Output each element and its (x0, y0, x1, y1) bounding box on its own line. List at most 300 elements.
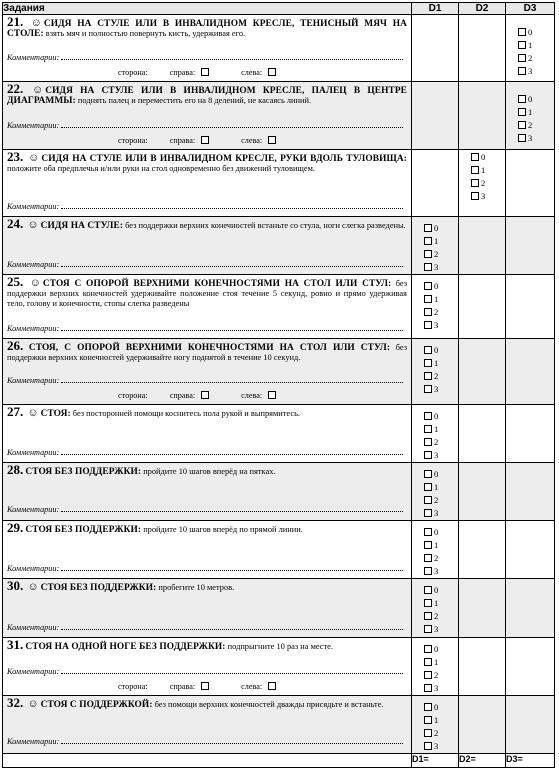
task-cell (3, 217, 412, 275)
checkbox-icon[interactable] (424, 470, 432, 478)
score-option-2[interactable] (518, 119, 554, 132)
d1-cell (412, 15, 459, 82)
score-option-label: 1 (434, 540, 439, 550)
task-text (7, 149, 407, 174)
score-options (412, 217, 458, 274)
task-number: 30. (7, 578, 24, 593)
score-option-label: 2 (434, 495, 439, 505)
score-option-0[interactable] (424, 643, 458, 656)
score-options (506, 82, 554, 145)
score-options (412, 579, 458, 636)
checkbox-icon[interactable] (424, 554, 432, 562)
d3-cell (506, 150, 555, 217)
score-option-3[interactable] (471, 190, 505, 203)
score-option-0[interactable] (518, 26, 554, 39)
comment-label: Комментарии: (7, 121, 60, 130)
task-description: поднять палец и переместить его на 8 делений, не касаясь линий. (75, 96, 312, 105)
checkbox-icon[interactable] (424, 224, 432, 232)
left-label: слева: (241, 682, 263, 691)
comment-label: Комментарии: (7, 324, 60, 333)
score-option-3[interactable] (518, 132, 554, 145)
checkbox-icon[interactable] (424, 612, 432, 620)
smiley-icon: ☺ (30, 17, 42, 29)
score-option-label: 2 (434, 437, 439, 447)
total-d2: D2= (459, 754, 506, 768)
task-row (3, 339, 555, 405)
score-option-label: 3 (434, 624, 439, 634)
right-label: справа: (169, 391, 196, 400)
score-option-3[interactable] (424, 319, 458, 332)
left-checkbox[interactable] (268, 68, 276, 76)
comment-label: Комментарии: (7, 53, 60, 62)
task-description: пройдите 10 шагов вперёд по прямой линии. (141, 525, 303, 534)
task-text (7, 338, 408, 363)
comment-label: Комментарии: (7, 202, 60, 211)
checkbox-icon[interactable] (518, 108, 526, 116)
task-text (7, 274, 408, 309)
score-option-2[interactable] (424, 306, 458, 319)
score-options (412, 638, 458, 695)
task-cell (3, 579, 412, 638)
d1-cell (412, 217, 459, 275)
checkbox-icon[interactable] (518, 54, 526, 62)
score-option-0[interactable] (424, 344, 458, 357)
task-title: СИДЯ НА СТУЛЕ ИЛИ В ИНВАЛИДНОМ КРЕСЛЕ, ПАЛЕЦ В ЦЕНТРЕ ДИАГРАММЫ: (7, 86, 407, 106)
task-description: без поддержки верхних конечностей встаньте со стула, ноги слегка разведены. (123, 221, 406, 230)
comment-input[interactable] (61, 447, 403, 455)
smiley-icon: ☺ (27, 698, 39, 710)
score-option-3[interactable] (424, 682, 458, 695)
score-option-label: 0 (434, 585, 439, 595)
side-label: сторона: (118, 391, 148, 400)
checkbox-icon[interactable] (424, 438, 432, 446)
d3-cell (506, 463, 555, 521)
d2-cell (459, 696, 506, 754)
checkbox-icon[interactable] (424, 567, 432, 575)
task-text (7, 81, 407, 106)
checkbox-icon[interactable] (424, 671, 432, 679)
checkbox-icon[interactable] (424, 658, 432, 666)
checkbox-icon[interactable] (471, 192, 479, 200)
task-title: СТОЯ БЕЗ ПОДДЕРЖКИ: (25, 525, 142, 535)
score-option-label: 2 (434, 553, 439, 563)
d3-cell (506, 405, 555, 463)
score-option-3[interactable] (424, 383, 458, 396)
task-title: СИДЯ НА СТУЛЕ ИЛИ В ИНВАЛИДНОМ КРЕСЛЕ, РУКИ ВДОЛЬ ТУЛОВИЩА: (41, 154, 407, 164)
score-options (412, 405, 458, 462)
score-option-2[interactable] (518, 52, 554, 65)
smiley-icon: ☺ (32, 84, 44, 96)
checkbox-icon[interactable] (424, 250, 432, 258)
task-row (3, 579, 555, 638)
score-option-2[interactable] (424, 436, 458, 449)
score-option-label: 3 (434, 741, 439, 751)
task-title: СИДЯ НА СТУЛЕ: (40, 221, 124, 231)
task-title: СТОЯ С ПОДДЕРЖКОЙ: (40, 700, 153, 710)
right-checkbox[interactable] (201, 391, 209, 399)
comment-label: Комментарии: (7, 667, 60, 676)
score-option-label: 3 (434, 566, 439, 576)
task-cell (3, 275, 412, 339)
d2-cell (459, 15, 506, 82)
score-options (412, 696, 458, 753)
score-option-0[interactable] (518, 93, 554, 106)
d2-cell (459, 521, 506, 579)
smiley-icon: ☺ (28, 152, 40, 164)
score-option-label: 0 (434, 223, 439, 233)
d1-cell (412, 150, 459, 217)
score-option-1[interactable] (518, 106, 554, 119)
score-option-label: 3 (434, 384, 439, 394)
comment-input[interactable] (61, 201, 403, 209)
score-option-label: 0 (434, 644, 439, 654)
score-option-1[interactable] (518, 39, 554, 52)
d2-cell (459, 579, 506, 638)
checkbox-icon[interactable] (424, 703, 432, 711)
task-number: 25. (7, 274, 24, 289)
side-selector (118, 391, 280, 401)
left-label: слева: (241, 391, 263, 400)
side-selector (118, 68, 280, 78)
checkbox-icon[interactable] (424, 372, 432, 380)
score-option-label: 3 (434, 508, 439, 518)
score-option-label: 3 (434, 450, 439, 460)
d2-cell (459, 217, 506, 275)
task-number: 27. (7, 404, 24, 419)
score-option-1[interactable] (424, 423, 458, 436)
score-option-label: 2 (434, 249, 439, 259)
task-text (7, 462, 407, 477)
task-cell (3, 638, 412, 696)
smiley-icon: ☺ (27, 407, 39, 419)
comment-line (7, 736, 403, 747)
score-option-label: 1 (528, 40, 533, 50)
checkbox-icon[interactable] (424, 496, 432, 504)
checkbox-icon[interactable] (424, 716, 432, 724)
task-title: СТОЯ, С ОПОРОЙ ВЕРХНИМИ КОНЕЧНОСТЯМИ НА СТОЛ ИЛИ СТУЛ: (28, 343, 391, 353)
checkbox-icon[interactable] (424, 541, 432, 549)
checkbox-icon[interactable] (424, 625, 432, 633)
score-option-label: 3 (528, 66, 533, 76)
comment-line (7, 259, 403, 270)
task-row (3, 638, 555, 696)
task-cell (3, 339, 412, 405)
task-row (3, 217, 555, 275)
score-option-1[interactable] (424, 293, 458, 306)
score-options (412, 339, 458, 396)
score-option-label: 2 (434, 728, 439, 738)
score-option-2[interactable] (471, 177, 505, 190)
task-description: без поддержки верхних конечностей удерживайте положение стоя течение 5 секунд, ровно и прямо удерживая тело, голову и конечности, стопы слегка разведены (7, 279, 408, 308)
right-label: справа: (169, 136, 196, 145)
task-number: 31. (7, 637, 24, 652)
task-text (7, 520, 407, 535)
left-checkbox[interactable] (268, 136, 276, 144)
task-description: без помощи верхних конечностей дважды присядьте и встаньте. (152, 700, 384, 709)
checkbox-icon[interactable] (424, 385, 432, 393)
score-option-label: 3 (528, 133, 533, 143)
task-title: СТОЯ БЕЗ ПОДДЕРЖКИ: (25, 467, 142, 477)
task-text (7, 216, 407, 231)
header-d3: D3 (506, 3, 555, 15)
task-title: СТОЯ: (40, 409, 71, 419)
checkbox-icon[interactable] (424, 295, 432, 303)
checkbox-icon[interactable] (424, 346, 432, 354)
d1-cell (412, 579, 459, 638)
side-label: сторона: (118, 136, 148, 145)
task-text (7, 404, 407, 419)
comment-label: Комментарии: (7, 376, 60, 385)
checkbox-icon[interactable] (424, 483, 432, 491)
checkbox-icon[interactable] (424, 237, 432, 245)
checkbox-icon[interactable] (424, 282, 432, 290)
left-checkbox[interactable] (268, 391, 276, 399)
task-description: взять мяч и полностью повернуть кисть, удерживая его. (43, 29, 246, 38)
checkbox-icon[interactable] (424, 645, 432, 653)
d1-cell (412, 521, 459, 579)
checkbox-icon[interactable] (518, 41, 526, 49)
task-title: СТОЯ НА ОДНОЙ НОГЕ БЕЗ ПОДДЕРЖКИ: (25, 642, 226, 652)
comment-label: Комментарии: (7, 737, 60, 746)
score-options (412, 463, 458, 520)
comment-line (7, 622, 403, 633)
score-option-0[interactable] (424, 468, 458, 481)
score-option-3[interactable] (518, 65, 554, 78)
score-option-label: 0 (481, 152, 486, 162)
score-option-0[interactable] (424, 526, 458, 539)
task-row (3, 463, 555, 521)
checkbox-icon[interactable] (424, 359, 432, 367)
d3-cell (506, 521, 555, 579)
task-row (3, 405, 555, 463)
d3-cell (506, 82, 555, 150)
score-option-label: 2 (434, 670, 439, 680)
score-option-1[interactable] (424, 357, 458, 370)
d3-cell (506, 275, 555, 339)
score-option-2[interactable] (424, 610, 458, 623)
score-option-1[interactable] (424, 597, 458, 610)
score-option-2[interactable] (424, 669, 458, 682)
score-option-0[interactable] (424, 701, 458, 714)
score-option-3[interactable] (424, 261, 458, 274)
task-number: 22. (7, 81, 24, 96)
checkbox-icon[interactable] (471, 153, 479, 161)
score-option-label: 2 (434, 307, 439, 317)
d3-cell (506, 217, 555, 275)
comment-input[interactable] (61, 120, 403, 128)
comment-input[interactable] (61, 622, 403, 630)
checkbox-icon[interactable] (424, 321, 432, 329)
score-option-label: 1 (434, 358, 439, 368)
score-options (459, 150, 505, 203)
score-option-0[interactable] (424, 410, 458, 423)
total-d3: D3= (506, 754, 555, 768)
task-number: 26. (7, 338, 24, 353)
score-option-label: 1 (434, 482, 439, 492)
score-option-1[interactable] (424, 539, 458, 552)
smiley-icon: ☺ (29, 277, 41, 289)
score-option-3[interactable] (424, 565, 458, 578)
d3-cell (506, 638, 555, 696)
checkbox-icon[interactable] (424, 599, 432, 607)
score-option-2[interactable] (424, 370, 458, 383)
assessment-table (2, 2, 555, 768)
checkbox-icon[interactable] (518, 67, 526, 75)
d1-cell (412, 405, 459, 463)
score-options (506, 15, 554, 78)
score-option-label: 3 (481, 191, 486, 201)
score-option-1[interactable] (424, 714, 458, 727)
header-tasks: Задания (3, 3, 412, 15)
task-text (7, 637, 407, 652)
checkbox-icon[interactable] (424, 509, 432, 517)
side-label: сторона: (118, 68, 148, 77)
comment-line (7, 120, 403, 131)
d2-cell (459, 405, 506, 463)
score-option-0[interactable] (424, 222, 458, 235)
score-option-label: 1 (434, 236, 439, 246)
score-option-label: 0 (528, 94, 533, 104)
task-number: 21. (7, 14, 24, 29)
comment-line (7, 563, 403, 574)
task-cell (3, 82, 412, 150)
checkbox-icon[interactable] (424, 412, 432, 420)
side-label: сторона: (118, 682, 148, 691)
d2-cell (459, 638, 506, 696)
checkbox-icon[interactable] (518, 121, 526, 129)
score-option-0[interactable] (424, 584, 458, 597)
d2-cell (459, 150, 506, 217)
score-option-label: 0 (434, 702, 439, 712)
checkbox-icon[interactable] (424, 451, 432, 459)
checkbox-icon[interactable] (424, 425, 432, 433)
comment-input[interactable] (61, 563, 403, 571)
task-cell (3, 15, 412, 82)
score-option-2[interactable] (424, 552, 458, 565)
score-option-2[interactable] (424, 248, 458, 261)
score-option-label: 2 (434, 371, 439, 381)
score-option-label: 0 (434, 411, 439, 421)
right-label: справа: (169, 68, 196, 77)
score-option-label: 2 (434, 611, 439, 621)
comment-line (7, 323, 403, 334)
comment-input[interactable] (61, 323, 403, 331)
score-option-1[interactable] (424, 235, 458, 248)
task-number: 24. (7, 216, 24, 231)
totals-row (3, 754, 555, 768)
right-label: справа: (169, 682, 196, 691)
score-option-3[interactable] (424, 740, 458, 753)
comment-label: Комментарии: (7, 505, 60, 514)
smiley-icon: ☺ (27, 581, 39, 593)
comment-input[interactable] (61, 259, 403, 267)
checkbox-icon[interactable] (424, 742, 432, 750)
task-description: пробегите 10 метров. (156, 583, 235, 592)
d2-cell (459, 463, 506, 521)
d2-cell (459, 339, 506, 405)
comment-input[interactable] (61, 504, 403, 512)
d1-cell (412, 696, 459, 754)
score-option-3[interactable] (424, 623, 458, 636)
score-option-label: 1 (434, 657, 439, 667)
right-checkbox[interactable] (201, 136, 209, 144)
checkbox-icon[interactable] (518, 28, 526, 36)
score-option-label: 3 (434, 320, 439, 330)
score-option-label: 2 (528, 120, 533, 130)
score-options (412, 275, 458, 332)
task-row (3, 82, 555, 150)
score-option-label: 1 (434, 715, 439, 725)
task-description: без поддержки верхних конечностей удерживайте ногу поднятой в течение 10 секунд. (7, 343, 408, 362)
table-header (3, 3, 555, 15)
checkbox-icon[interactable] (424, 263, 432, 271)
task-text (7, 14, 408, 39)
comment-line (7, 52, 403, 63)
checkbox-icon[interactable] (424, 586, 432, 594)
task-title: СТОЯ С ОПОРОЙ ВЕРХНИМИ КОНЕЧНОСТЯМИ НА СТОЛ ИЛИ СТУЛ: (42, 279, 392, 289)
task-cell (3, 405, 412, 463)
checkbox-icon[interactable] (471, 166, 479, 174)
left-label: слева: (241, 68, 263, 77)
checkbox-icon[interactable] (424, 308, 432, 316)
checkbox-icon[interactable] (518, 134, 526, 142)
score-option-label: 0 (528, 27, 533, 37)
total-d1: D1= (412, 754, 459, 768)
score-option-3[interactable] (424, 507, 458, 520)
comment-line (7, 201, 403, 212)
task-text (7, 578, 407, 593)
score-option-1[interactable] (424, 656, 458, 669)
checkbox-icon[interactable] (471, 179, 479, 187)
comment-input[interactable] (61, 736, 403, 744)
checkbox-icon[interactable] (424, 684, 432, 692)
checkbox-icon[interactable] (424, 729, 432, 737)
comment-input[interactable] (61, 375, 403, 383)
comment-label: Комментарии: (7, 623, 60, 632)
d3-cell (506, 339, 555, 405)
score-option-0[interactable] (424, 280, 458, 293)
score-option-3[interactable] (424, 449, 458, 462)
d2-cell (459, 275, 506, 339)
right-checkbox[interactable] (201, 68, 209, 76)
task-number: 23. (7, 149, 24, 164)
comment-label: Комментарии: (7, 260, 60, 269)
left-checkbox[interactable] (268, 682, 276, 690)
task-description: пройдите 10 шагов вперёд на пятках. (141, 467, 276, 476)
comment-input[interactable] (61, 52, 403, 60)
score-option-label: 0 (434, 345, 439, 355)
task-row (3, 150, 555, 217)
header-d1: D1 (412, 3, 459, 15)
checkbox-icon[interactable] (518, 95, 526, 103)
score-option-1[interactable] (424, 481, 458, 494)
score-option-1[interactable] (471, 164, 505, 177)
d3-cell (506, 696, 555, 754)
score-option-label: 0 (434, 527, 439, 537)
score-option-2[interactable] (424, 494, 458, 507)
comment-line (7, 447, 403, 458)
d2-cell (459, 82, 506, 150)
task-description: подпрыгните 10 раз на месте. (225, 642, 333, 651)
score-option-2[interactable] (424, 727, 458, 740)
score-option-0[interactable] (471, 151, 505, 164)
comment-input[interactable] (61, 666, 403, 674)
task-cell (3, 463, 412, 521)
right-checkbox[interactable] (201, 682, 209, 690)
d1-cell (412, 82, 459, 150)
checkbox-icon[interactable] (424, 528, 432, 536)
smiley-icon: ☺ (27, 219, 39, 231)
